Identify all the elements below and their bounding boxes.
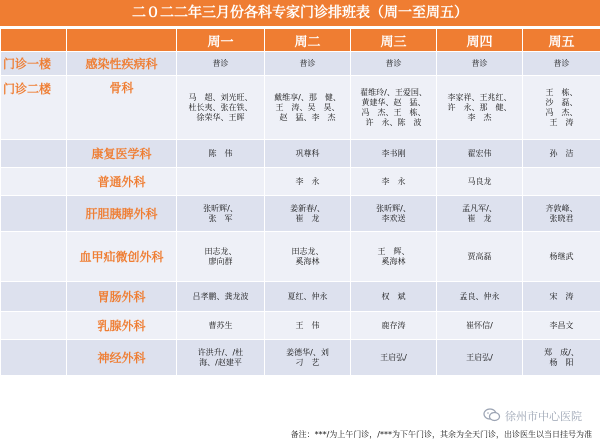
watermark-text: 徐州市中心医院: [505, 410, 582, 423]
schedule-cell: 杨继武: [523, 232, 600, 282]
schedule-cell: 鹿存涛: [351, 312, 437, 340]
schedule-cell: 巩尊科: [265, 140, 351, 168]
day-header: 周四: [437, 29, 523, 52]
schedule-cell: 张昕辉/、 李欢送: [351, 196, 437, 232]
table-row: [1, 232, 600, 282]
floor-label: [1, 140, 67, 168]
department-name: 肝胆胰脾外科: [67, 196, 177, 232]
header-row: [1, 29, 600, 52]
table-row: [1, 196, 600, 232]
schedule-cell: 夏红、仲永: [265, 282, 351, 312]
day-header: 周二: [265, 29, 351, 52]
header-blank: [67, 29, 177, 52]
schedule-cell: 马良龙: [437, 168, 523, 196]
schedule-cell: 田志龙、 奚海林: [265, 232, 351, 282]
schedule-cell: 田志龙、 廖向群: [177, 232, 265, 282]
schedule-cell: 陈 伟: [177, 140, 265, 168]
schedule-cell: 姜德华/、刘 刁 艺: [265, 340, 351, 376]
schedule-cell: 王 辉、 奚海林: [351, 232, 437, 282]
schedule-cell: [523, 168, 600, 196]
table-row: [1, 340, 600, 376]
schedule-cell: 翟维玲/、王爱国、 黄建华、赵 猛、 冯 杰、王 栋、 许 永、陈 波: [351, 76, 437, 140]
department-name: 乳腺外科: [67, 312, 177, 340]
schedule-cell: 李书刚: [351, 140, 437, 168]
table-row: [1, 52, 600, 76]
table-row: [1, 76, 600, 140]
header-blank: [1, 29, 67, 52]
table-row: [1, 282, 600, 312]
schedule-cell: 郑 成/、 杨 阳: [523, 340, 600, 376]
table-row: [1, 168, 600, 196]
floor-label: [1, 196, 67, 232]
schedule-cell: 普诊: [437, 52, 523, 76]
floor-label: 门诊二楼: [1, 76, 67, 140]
schedule-cell: 戴维享/、那 健、 王 涛、吴 昊、 赵 猛、李 杰: [265, 76, 351, 140]
department-name: 胃肠外科: [67, 282, 177, 312]
wechat-icon: [483, 407, 501, 426]
schedule-cell: 普诊: [351, 52, 437, 76]
schedule-cell: 孙 洁: [523, 140, 600, 168]
floor-label: [1, 168, 67, 196]
schedule-cell: 宋 涛: [523, 282, 600, 312]
schedule-cell: 贾高磊: [437, 232, 523, 282]
watermark: [483, 405, 582, 427]
department-name: 感染性疾病科: [67, 52, 177, 76]
schedule-cell: 翟宏伟: [437, 140, 523, 168]
department-name: 神经外科: [67, 340, 177, 376]
schedule-cell: 李家祥、王兆红、 许 永、那 健、 李 杰: [437, 76, 523, 140]
department-name: 康复医学科: [67, 140, 177, 168]
day-header: 周一: [177, 29, 265, 52]
floor-label: [1, 340, 67, 376]
department-name: 骨科: [67, 76, 177, 140]
schedule-cell: 马 超、刘光旺、 杜长夷、张在铁、 徐荣华、王晖: [177, 76, 265, 140]
schedule-cell: 齐敦峰、 张晓君: [523, 196, 600, 232]
schedule-cell: 普诊: [265, 52, 351, 76]
footnote: 备注：***/为上午门诊，/***为下午门诊，其余为全天门诊，出诊医生以当日挂号为准: [290, 430, 592, 439]
schedule-table: [0, 28, 600, 376]
floor-label: 门诊一楼: [1, 52, 67, 76]
schedule-cell: 崔怀信/: [437, 312, 523, 340]
schedule-cell: [177, 168, 265, 196]
schedule-cell: 权 斌: [351, 282, 437, 312]
schedule-cell: 曹苏生: [177, 312, 265, 340]
day-header: 周五: [523, 29, 600, 52]
floor-label: [1, 232, 67, 282]
schedule-cell: 王 栋、 沙 磊、 冯 杰、 王 涛: [523, 76, 600, 140]
floor-label: [1, 312, 67, 340]
schedule-cell: 李 永: [265, 168, 351, 196]
schedule-cell: 王启弘/: [351, 340, 437, 376]
schedule-cell: 吕孝鹏、龚龙波: [177, 282, 265, 312]
schedule-cell: 普诊: [523, 52, 600, 76]
schedule-cell: 普诊: [177, 52, 265, 76]
day-header: 周三: [351, 29, 437, 52]
page-title: 二０二二年三月份各科专家门诊排班表（周一至周五）: [0, 0, 600, 26]
schedule-cell: 张昕辉/、 张 军: [177, 196, 265, 232]
schedule-cell: 姜新春/、 崔 龙: [265, 196, 351, 232]
schedule-cell: 李昌文: [523, 312, 600, 340]
department-name: 普通外科: [67, 168, 177, 196]
schedule-cell: 王启弘/: [437, 340, 523, 376]
department-name: 血甲疝微创外科: [67, 232, 177, 282]
table-row: [1, 312, 600, 340]
schedule-cell: 李 永: [351, 168, 437, 196]
table-row: [1, 140, 600, 168]
schedule-cell: 许洪升/、/杜 海、/赵建平: [177, 340, 265, 376]
schedule-cell: 孟凡军/、 崔 龙: [437, 196, 523, 232]
floor-label: [1, 282, 67, 312]
schedule-cell: 王 伟: [265, 312, 351, 340]
schedule-cell: 孟良、仲永: [437, 282, 523, 312]
